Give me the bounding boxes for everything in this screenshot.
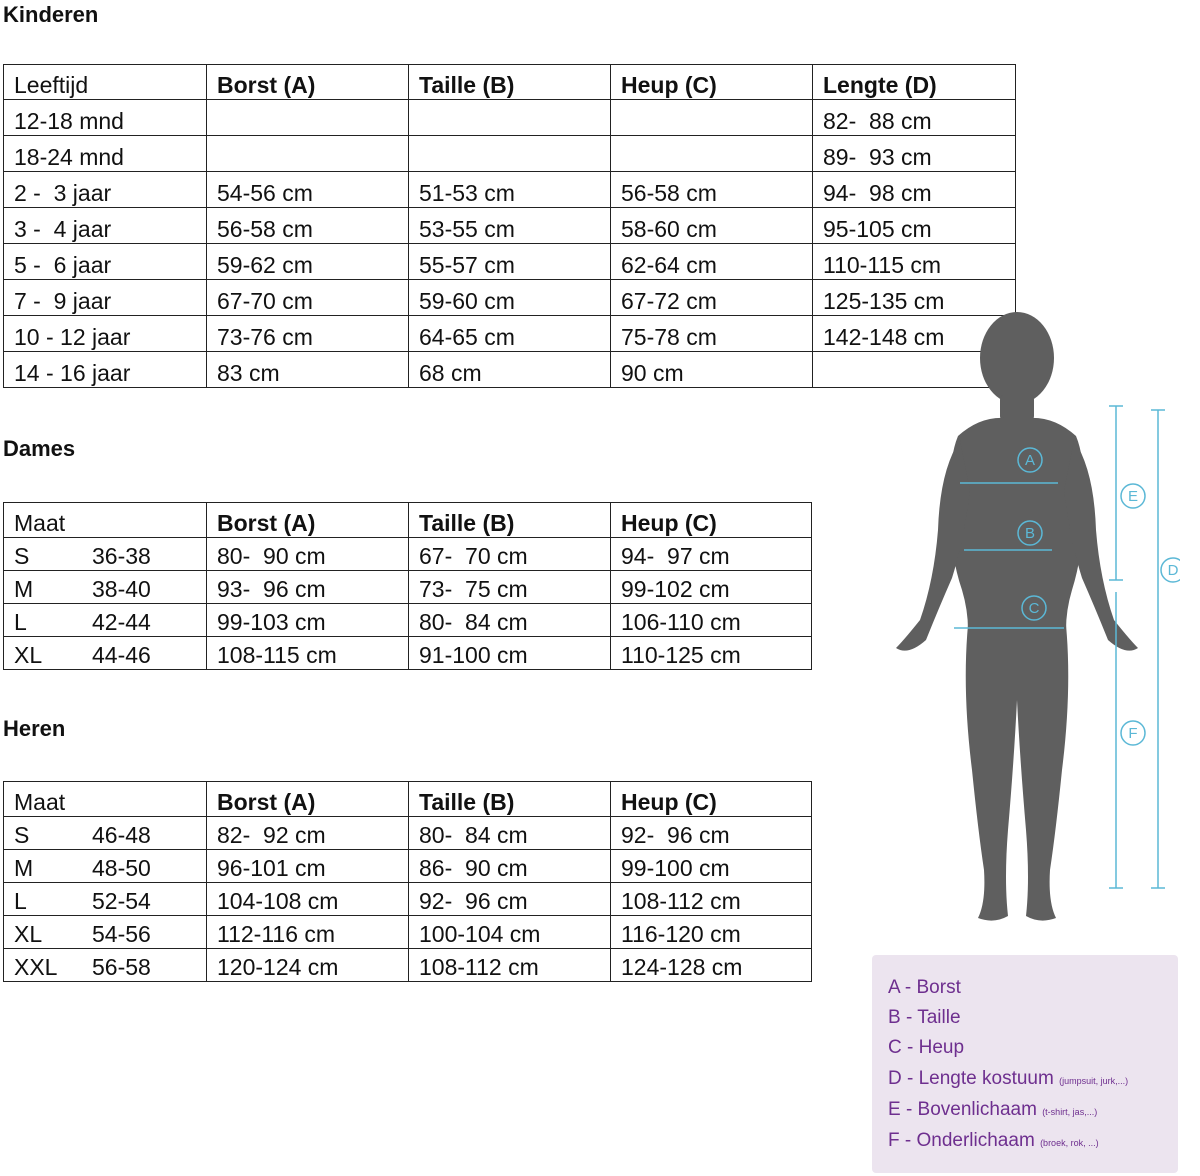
table-cell: 18-24 mnd xyxy=(4,136,207,172)
table-row xyxy=(4,883,812,916)
table-cell: 99-102 cm xyxy=(611,571,812,604)
table-cell: 10 - 12 jaar xyxy=(4,316,207,352)
eu-size: 44-46 xyxy=(92,642,151,668)
size-cell xyxy=(4,571,207,604)
legend-item xyxy=(888,1099,1097,1121)
table-row xyxy=(4,916,812,949)
header-cell: Leeftijd xyxy=(4,65,207,100)
table-cell: 89- 93 cm xyxy=(813,136,1016,172)
table-cell: 59-62 cm xyxy=(207,244,409,280)
table-cell: 116-120 cm xyxy=(611,916,812,949)
table-row xyxy=(4,949,812,982)
table-row xyxy=(4,280,1016,316)
legend-item-text: C - Heup xyxy=(888,1037,965,1058)
size-label: XL xyxy=(14,921,43,947)
kinderen-size-table xyxy=(3,64,1016,388)
table-row xyxy=(4,136,1016,172)
header-cell: Borst (A) xyxy=(207,782,409,817)
body-silhouette xyxy=(896,312,1138,921)
header-cell: Lengte (D) xyxy=(813,65,1016,100)
table-cell: 92- 96 cm xyxy=(409,883,611,916)
table-cell: 64-65 cm xyxy=(409,316,611,352)
body-measurement-figure xyxy=(880,310,1180,950)
table-cell: 108-115 cm xyxy=(207,637,409,670)
table-cell: 58-60 cm xyxy=(611,208,813,244)
table-cell: 80- 90 cm xyxy=(207,538,409,571)
table-cell: 2 - 3 jaar xyxy=(4,172,207,208)
legend-item xyxy=(888,1037,964,1059)
table-cell: 7 - 9 jaar xyxy=(4,280,207,316)
dames-heading: Dames xyxy=(3,436,76,461)
header-cell: Taille (B) xyxy=(409,65,611,100)
table-cell: 3 - 4 jaar xyxy=(4,208,207,244)
table-cell: 94- 97 cm xyxy=(611,538,812,571)
table-row xyxy=(4,538,812,571)
eu-size: 56-58 xyxy=(92,954,151,980)
table-cell: 106-110 cm xyxy=(611,604,812,637)
table-cell: 67-70 cm xyxy=(207,280,409,316)
size-label: M xyxy=(14,855,34,881)
table-cell: 100-104 cm xyxy=(409,916,611,949)
size-label: XXL xyxy=(14,954,58,980)
size-cell xyxy=(4,637,207,670)
table-row xyxy=(4,208,1016,244)
table-cell: 56-58 cm xyxy=(611,172,813,208)
table-row xyxy=(4,637,812,670)
eu-size: 36-38 xyxy=(92,543,151,569)
table-cell: 82- 88 cm xyxy=(813,100,1016,136)
legend-item xyxy=(888,1130,1099,1152)
legend-item xyxy=(888,977,961,999)
header-cell: Maat xyxy=(4,782,207,817)
header-cell: Heup (C) xyxy=(611,503,812,538)
table-cell: 12-18 mnd xyxy=(4,100,207,136)
size-cell xyxy=(4,883,207,916)
heren-size-table xyxy=(3,781,812,982)
table-cell xyxy=(611,100,813,136)
table-cell xyxy=(409,100,611,136)
legend-item-note: (jumpsuit, jurk,...) xyxy=(1059,1076,1129,1086)
heren-heading: Heren xyxy=(3,716,66,741)
table-row xyxy=(4,571,812,604)
table-cell: 110-125 cm xyxy=(611,637,812,670)
eu-size: 52-54 xyxy=(92,888,151,914)
size-label: L xyxy=(14,609,27,635)
header-cell: Taille (B) xyxy=(409,782,611,817)
table-cell: 124-128 cm xyxy=(611,949,812,982)
header-cell: Taille (B) xyxy=(409,503,611,538)
table-cell: 95-105 cm xyxy=(813,208,1016,244)
table-cell: 94- 98 cm xyxy=(813,172,1016,208)
table-row xyxy=(4,172,1016,208)
table-cell: 120-124 cm xyxy=(207,949,409,982)
table-cell: 51-53 cm xyxy=(409,172,611,208)
table-cell: 73- 75 cm xyxy=(409,571,611,604)
size-cell xyxy=(4,817,207,850)
table-cell: 54-56 cm xyxy=(207,172,409,208)
size-cell xyxy=(4,949,207,982)
table-cell: 86- 90 cm xyxy=(409,850,611,883)
header-cell: Borst (A) xyxy=(207,503,409,538)
table-cell: 67- 70 cm xyxy=(409,538,611,571)
legend-item-text: A - Borst xyxy=(888,977,961,998)
label-b: B xyxy=(1024,525,1036,542)
table-header-row xyxy=(4,503,812,538)
label-c: C xyxy=(1028,600,1040,617)
label-f: F xyxy=(1128,725,1138,742)
table-row xyxy=(4,100,1016,136)
table-cell: 53-55 cm xyxy=(409,208,611,244)
table-cell: 14 - 16 jaar xyxy=(4,352,207,388)
table-cell: 91-100 cm xyxy=(409,637,611,670)
legend-item xyxy=(888,1068,1128,1090)
table-cell: 90 cm xyxy=(611,352,813,388)
table-cell: 112-116 cm xyxy=(207,916,409,949)
size-cell xyxy=(4,916,207,949)
table-cell: 75-78 cm xyxy=(611,316,813,352)
table-cell: 110-115 cm xyxy=(813,244,1016,280)
table-cell: 99-100 cm xyxy=(611,850,812,883)
eu-size: 42-44 xyxy=(92,609,151,635)
measurement-legend xyxy=(872,955,1178,1173)
table-cell: 93- 96 cm xyxy=(207,571,409,604)
legend-item-text: F - Onderlichaam xyxy=(888,1130,1035,1151)
header-cell: Maat xyxy=(4,503,207,538)
size-cell xyxy=(4,604,207,637)
table-cell: 92- 96 cm xyxy=(611,817,812,850)
table-cell: 59-60 cm xyxy=(409,280,611,316)
table-cell: 125-135 cm xyxy=(813,280,1016,316)
eu-size: 46-48 xyxy=(92,822,151,848)
header-cell: Heup (C) xyxy=(611,65,813,100)
legend-item xyxy=(888,1007,961,1029)
size-cell xyxy=(4,850,207,883)
table-cell: 5 - 6 jaar xyxy=(4,244,207,280)
size-label: S xyxy=(14,543,30,569)
table-cell: 108-112 cm xyxy=(611,883,812,916)
table-row xyxy=(4,244,1016,280)
legend-item-text: B - Taille xyxy=(888,1007,961,1028)
table-row xyxy=(4,850,812,883)
header-cell: Heup (C) xyxy=(611,782,812,817)
dames-size-table xyxy=(3,502,812,670)
table-cell: 142-148 cm xyxy=(813,316,1016,352)
eu-size: 38-40 xyxy=(92,576,151,602)
table-cell: 99-103 cm xyxy=(207,604,409,637)
legend-item-text: E - Bovenlichaam xyxy=(888,1099,1037,1120)
table-cell: 62-64 cm xyxy=(611,244,813,280)
eu-size: 48-50 xyxy=(92,855,151,881)
table-cell: 108-112 cm xyxy=(409,949,611,982)
table-cell: 73-76 cm xyxy=(207,316,409,352)
legend-item-note: (t-shirt, jas,...) xyxy=(1042,1107,1098,1117)
table-header-row xyxy=(4,65,1016,100)
label-d: D xyxy=(1167,562,1179,579)
table-cell: 80- 84 cm xyxy=(409,604,611,637)
size-label: XL xyxy=(14,642,43,668)
table-row xyxy=(4,352,1016,388)
table-row xyxy=(4,316,1016,352)
kinderen-heading: Kinderen xyxy=(3,2,99,27)
table-cell: 55-57 cm xyxy=(409,244,611,280)
table-cell xyxy=(207,136,409,172)
label-e: E xyxy=(1127,488,1139,505)
legend-item-text: D - Lengte kostuum xyxy=(888,1068,1054,1089)
table-cell: 83 cm xyxy=(207,352,409,388)
table-cell: 96-101 cm xyxy=(207,850,409,883)
size-label: L xyxy=(14,888,27,914)
table-cell xyxy=(409,136,611,172)
table-row xyxy=(4,604,812,637)
table-header-row xyxy=(4,782,812,817)
table-cell: 80- 84 cm xyxy=(409,817,611,850)
header-cell: Borst (A) xyxy=(207,65,409,100)
size-label: S xyxy=(14,822,30,848)
table-cell xyxy=(611,136,813,172)
eu-size: 54-56 xyxy=(92,921,151,947)
size-cell xyxy=(4,538,207,571)
table-cell: 82- 92 cm xyxy=(207,817,409,850)
table-cell xyxy=(207,100,409,136)
table-cell: 68 cm xyxy=(409,352,611,388)
table-row xyxy=(4,817,812,850)
table-cell: 67-72 cm xyxy=(611,280,813,316)
table-cell: 104-108 cm xyxy=(207,883,409,916)
size-label: M xyxy=(14,576,34,602)
legend-item-note: (broek, rok, ...) xyxy=(1040,1138,1099,1148)
label-a: A xyxy=(1024,452,1036,469)
table-cell: 56-58 cm xyxy=(207,208,409,244)
